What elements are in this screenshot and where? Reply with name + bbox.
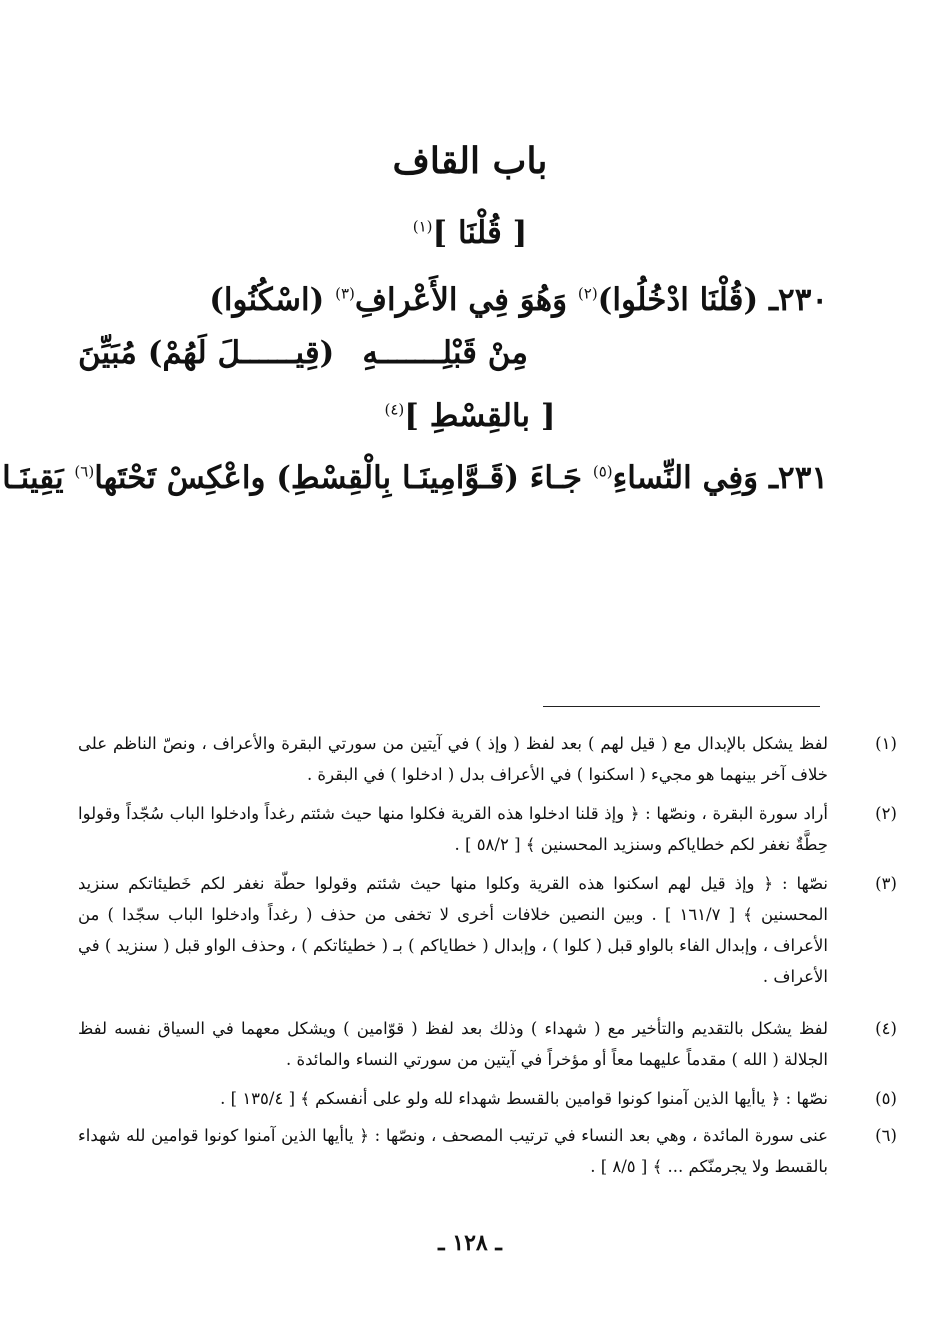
- footnote: [78, 1120, 897, 1182]
- footnote-text: عنى سورة المائدة ، وهي بعد النساء في ترتيب المصحف ، ونصّها : ﴿ ياأيها الذين آمنوا كونوا قوامين لله شهداء بالقسط ولا يجرمنّكم ... ﴾ [ ٨/٥ ] .: [78, 1126, 828, 1176]
- footnote-text: أراد سورة البقرة ، ونصّها : ﴿ وإذ قلنا ادخلوا هذه القرية فكلوا منها حيث شئتم رغداً وادخلوا الباب سُجّداً وقولوا حِطَّةٌ نغفر لكم خطاياكم وسنزيد المحسنين ﴾ [ ٥٨/٢ ] .: [78, 804, 828, 854]
- footnote-ref: (٢): [577, 284, 598, 303]
- footnote-number: (٥): [875, 1089, 897, 1108]
- footnote: [78, 728, 897, 790]
- footnote-number: (٢): [875, 804, 897, 823]
- page-number: ـ ١٢٨ ـ: [438, 1230, 502, 1256]
- footnote-ref: (٦): [74, 462, 95, 481]
- chapter-title: باب القاف: [392, 140, 548, 182]
- footnote-ref: (٤): [384, 400, 405, 419]
- footnote-number: (٣): [875, 874, 897, 893]
- verse-230-line-2-right: مِنْ قَبْلِـــــــهِ: [362, 335, 528, 371]
- footnote-text: لفظ يشكل بالتقديم والتأخير مع ( شهداء ) وذلك بعد لفظ ( قوّامين ) ويشكل معهما في السياق نفسه لفظ الجلالة ( الله ) مقدماً عليهما معاً أو مؤخراً في آيتين من سورتي النساء والمائدة .: [78, 1019, 828, 1069]
- footnote-text: نصّها : ﴿ ياأيها الذين آمنوا كونوا قوامين بالقسط شهداء لله ولو على أنفسكم ﴾ [ ١٣٥/٤ ] .: [220, 1089, 828, 1108]
- footnote: [78, 798, 897, 860]
- footnote-number: (٤): [875, 1019, 897, 1038]
- footnote: [78, 1083, 897, 1114]
- verse-text: جَـاءَ (قَـوَّامِينَـا بِالْقِسْطِ) واعْكِسْ تَحْتَها: [94, 460, 583, 496]
- verse-number: ٢٣٠ـ: [768, 282, 828, 318]
- verse-231: [2, 460, 828, 496]
- footnote: [78, 868, 897, 992]
- section-heading-text: [ قُلْنَا ]: [432, 215, 528, 251]
- footnote: [78, 1013, 897, 1075]
- verse-text: (اسْكُنُوا): [209, 282, 325, 318]
- section-heading: [0, 215, 940, 251]
- footnote-number: (٦): [875, 1126, 897, 1145]
- verse-230-line-1: [68, 282, 828, 318]
- verse-230-line-2-left: (قِيــــــلَ لَهُمْ) مُبَيِّنَ: [78, 335, 335, 371]
- verse-text: وَفِي النِّساءِ: [612, 460, 759, 496]
- footnote-divider: [543, 706, 820, 707]
- footnote-text: نصّها : ﴿ وإذ قيل لهم اسكنوا هذه القرية وكلوا منها حيث شئتم وقولوا حطّة نغفر لكم خَطيئاتكم سنزيد المحسنين ﴾ [ ١٦١/٧ ] . وبين النصين خلافات أخرى لا تخفى من حذف ( رغداً وادخلوا الباب سجّدا ) من الأعراف ، وإبدال الفاء بالواو قبل ( كلوا ) ، وإبدال ( خطاياكم ) بـ ( خطيئاتكم ) ، وحذف الواو قبل ( سنزيد ) في الأعراف .: [78, 874, 828, 986]
- verse-number: ٢٣١ـ: [768, 460, 828, 496]
- section-heading-text: [ بالقِسْطِ ]: [404, 398, 556, 434]
- footnote-ref: (١): [412, 217, 433, 236]
- footnote-ref: (٥): [592, 462, 613, 481]
- verse-text: يَقِينَـا: [2, 460, 64, 496]
- footnote-number: (١): [875, 734, 897, 753]
- verse-text: (قُلْنَا ادْخُلُوا): [597, 282, 759, 318]
- footnote-text: لفظ يشكل بالإبدال مع ( قيل لهم ) بعد لفظ ( وإذ ) في آيتين من سورتي البقرة والأعراف ، ونصّ الناظم على خلاف آخر بينهما هو مجيء ( اسكنوا ) في الأعراف بدل ( ادخلوا ) في البقرة .: [78, 734, 828, 784]
- verse-text: وَهُوَ فِي الأَعْرافِ: [354, 282, 568, 318]
- footnote-ref: (٣): [335, 284, 355, 303]
- section-heading: [0, 398, 940, 434]
